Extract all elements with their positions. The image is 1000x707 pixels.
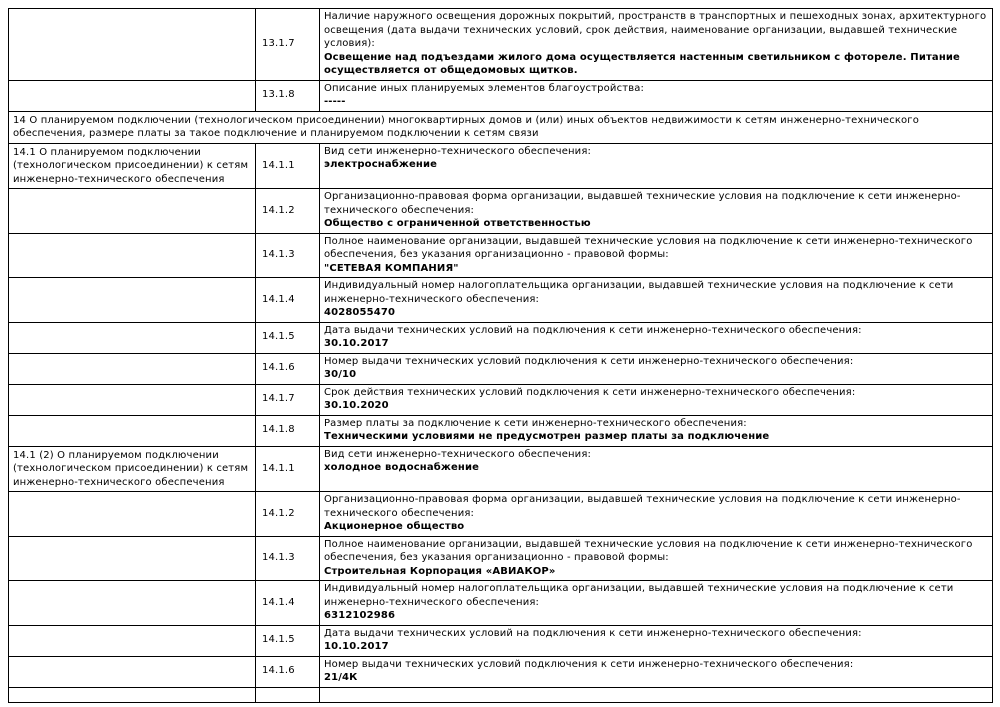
row-content-cell bbox=[320, 322, 993, 353]
field-value: 21/4К bbox=[324, 672, 358, 683]
field-value: Освещение над подъездами жилого дома осуществляется настенным светильником с фотореле. Питание осуществляется от общедомовых щитков. bbox=[324, 51, 960, 76]
row-content-cell bbox=[320, 625, 993, 656]
field-value: холодное водоснабжение bbox=[324, 462, 480, 473]
field-value: "СЕТЕВАЯ КОМПАНИЯ" bbox=[324, 262, 459, 274]
field-value: Техническими условиями не предусмотрен размер платы за подключение bbox=[324, 431, 770, 442]
field-label: Вид сети инженерно-технического обеспечения: bbox=[324, 448, 592, 460]
table-row bbox=[9, 536, 993, 581]
field-value: Строительная Корпорация «АВИАКОР» bbox=[324, 565, 556, 577]
field-label: Номер выдачи технических условий подключения к сети инженерно-технического обеспечения: bbox=[324, 658, 854, 670]
row-section-cell bbox=[9, 9, 256, 81]
table-row bbox=[9, 233, 993, 278]
field-label: Полное наименование организации, выдавшей технические условия на подключение к сети инженерно-технического обеспечения, без указания организационно - правовой формы: bbox=[324, 538, 973, 563]
row-content-cell bbox=[320, 80, 993, 111]
table-row bbox=[9, 446, 993, 492]
table-row bbox=[9, 353, 993, 384]
row-content-cell bbox=[320, 384, 993, 415]
row-number-cell: 14.1.6 bbox=[256, 656, 320, 687]
row-number-cell: 14.1.5 bbox=[256, 322, 320, 353]
field-label: Полное наименование организации, выдавшей технические условия на подключение к сети инженерно-технического обеспечения, без указания организационно - правовой формы: bbox=[324, 235, 973, 260]
row-number-cell: 14.1.3 bbox=[256, 233, 320, 278]
row-section-cell bbox=[9, 415, 256, 446]
row-content-cell bbox=[320, 656, 993, 687]
row-content-cell bbox=[320, 581, 993, 626]
field-value: 10.10.2017 bbox=[324, 641, 389, 652]
row-number-cell: 14.1.8 bbox=[256, 415, 320, 446]
field-label: Дата выдачи технических условий на подключения к сети инженерно-технического обеспечения: bbox=[324, 627, 862, 639]
table-row bbox=[9, 80, 993, 111]
row-section-cell: 14.1 О планируемом подключении (технологическом присоединении) к сетям инженерно-технического обеспечения bbox=[9, 143, 256, 189]
table-row bbox=[9, 9, 993, 81]
field-value: 30.10.2020 bbox=[324, 400, 389, 411]
row-section-cell bbox=[9, 353, 256, 384]
row-content-cell bbox=[320, 536, 993, 581]
row-section-cell bbox=[9, 536, 256, 581]
row-number-cell: 14.1.2 bbox=[256, 189, 320, 234]
row-section-cell bbox=[9, 687, 256, 702]
field-label: Индивидуальный номер налогоплательщика организации, выдавшей технические условия на подключение к сети инженерно-технического обеспечения: bbox=[324, 583, 954, 608]
field-value: Общество с ограниченной ответственностью bbox=[324, 218, 591, 229]
row-content-cell bbox=[320, 233, 993, 278]
table-row bbox=[9, 278, 993, 323]
row-content-cell bbox=[320, 446, 993, 492]
field-label: Номер выдачи технических условий подключения к сети инженерно-технического обеспечения: bbox=[324, 355, 854, 367]
row-number-cell: 14.1.1 bbox=[256, 143, 320, 189]
field-value: 30.10.2017 bbox=[324, 338, 389, 349]
row-section-cell bbox=[9, 278, 256, 323]
table-row bbox=[9, 322, 993, 353]
field-label: Индивидуальный номер налогоплательщика организации, выдавшей технические условия на подключение к сети инженерно-технического обеспечения: bbox=[324, 280, 954, 305]
row-content-cell bbox=[320, 278, 993, 323]
table-row bbox=[9, 581, 993, 626]
row-section-cell bbox=[9, 625, 256, 656]
field-label: Наличие наружного освещения дорожных покрытий, пространств в транспортных и пешеходных зонах, архитектурного освещения (дата выдачи технических условий, срок действия, наименование организации, выдавшей технические условия): bbox=[324, 11, 987, 49]
partial-row bbox=[9, 687, 993, 702]
row-content-cell bbox=[320, 492, 993, 537]
row-section-cell bbox=[9, 656, 256, 687]
row-section-cell bbox=[9, 80, 256, 111]
row-number-cell: 14.1.1 bbox=[256, 446, 320, 492]
field-label: Организационно-правовая форма организации, выдавшей технические условия на подключение к сети инженерно-технического обеспечения: bbox=[324, 191, 961, 216]
field-label: Срок действия технических условий подключения к сети инженерно-технического обеспечения: bbox=[324, 386, 856, 398]
table-row bbox=[9, 492, 993, 537]
row-number-cell: 14.1.6 bbox=[256, 353, 320, 384]
declaration-table-body bbox=[9, 9, 993, 703]
row-section-cell bbox=[9, 492, 256, 537]
row-content-cell bbox=[320, 189, 993, 234]
declaration-table bbox=[8, 8, 993, 703]
table-row bbox=[9, 656, 993, 687]
row-number-cell: 14.1.4 bbox=[256, 581, 320, 626]
row-content-cell bbox=[320, 415, 993, 446]
row-section-cell: 14.1 (2) О планируемом подключении (технологическом присоединении) к сетям инженерно-технического обеспечения bbox=[9, 446, 256, 492]
section-header-row bbox=[9, 111, 993, 143]
row-section-cell bbox=[9, 384, 256, 415]
field-label: Дата выдачи технических условий на подключения к сети инженерно-технического обеспечения: bbox=[324, 324, 862, 336]
row-content-cell bbox=[320, 353, 993, 384]
row-number-cell: 14.1.7 bbox=[256, 384, 320, 415]
row-section-cell bbox=[9, 189, 256, 234]
field-label: Описание иных планируемых элементов благоустройства: bbox=[324, 82, 645, 94]
table-row bbox=[9, 625, 993, 656]
row-content-cell bbox=[320, 9, 993, 81]
row-number-cell: 14.1.2 bbox=[256, 492, 320, 537]
field-label: Вид сети инженерно-технического обеспечения: bbox=[324, 145, 592, 157]
section-header-cell: 14 О планируемом подключении (технологическом присоединении) многоквартирных домов и (или) иных объектов недвижимости к сетям инженерно-технического обеспечения, размере платы за такое подключение и планируемом подключении к сетям связи bbox=[9, 111, 993, 143]
row-number-cell: 14.1.3 bbox=[256, 536, 320, 581]
row-number-cell: 14.1.4 bbox=[256, 278, 320, 323]
row-number-cell: 13.1.8 bbox=[256, 80, 320, 111]
row-section-cell bbox=[9, 322, 256, 353]
row-content-cell bbox=[320, 143, 993, 189]
row-number-cell: 14.1.5 bbox=[256, 625, 320, 656]
field-value: 30/10 bbox=[324, 369, 357, 380]
row-section-cell bbox=[9, 233, 256, 278]
field-value: 6312102986 bbox=[324, 610, 396, 621]
row-section-cell bbox=[9, 581, 256, 626]
field-value: Акционерное общество bbox=[324, 521, 465, 532]
row-number-cell: 13.1.7 bbox=[256, 9, 320, 81]
table-row bbox=[9, 189, 993, 234]
field-label: Размер платы за подключение к сети инженерно-технического обеспечения: bbox=[324, 417, 747, 429]
table-row bbox=[9, 143, 993, 189]
row-number-cell bbox=[256, 687, 320, 702]
row-content-cell bbox=[320, 687, 993, 702]
field-value: электроснабжение bbox=[324, 159, 438, 170]
table-row bbox=[9, 415, 993, 446]
field-label: Организационно-правовая форма организации, выдавшей технические условия на подключение к сети инженерно-технического обеспечения: bbox=[324, 494, 961, 519]
table-row bbox=[9, 384, 993, 415]
field-value: 4028055470 bbox=[324, 307, 396, 318]
field-value: ----- bbox=[324, 96, 346, 107]
